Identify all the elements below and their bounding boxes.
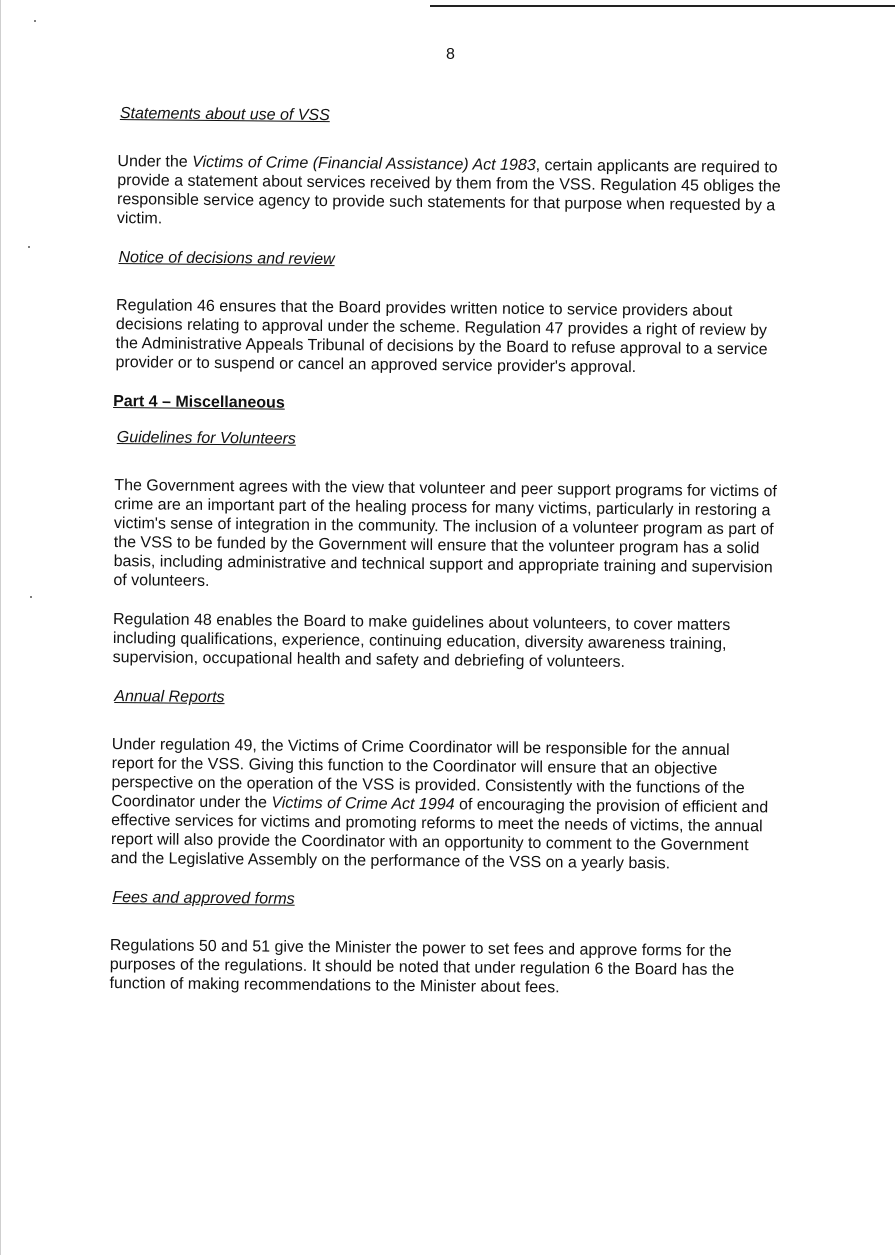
page-number: 8 [446, 46, 455, 63]
paragraph-volunteers-1: The Government agrees with the view that volunteer and peer support programs for victims of crime are an important part of the healing process for many victims, particularly in restoring a victim's sense of integration in the community. The inclusion of a volunteer program as part of the VSS to be funded by the Government will ensure that the volunteer program has a solid basis, including administrative and technical support and appropriate training and supervision of volunteers. [113, 477, 777, 590]
paragraph-statements: Under the Victims of Crime (Financial Assistance) Act 1983, certain applicants are required to provide a statement about services received by them from the VSS. Regulation 45 obliges the responsible service agency to provide such statements for that purpose when requested by a victim. [116, 153, 781, 228]
document-body [105, 104, 782, 1019]
paragraph-annual-reports: Under regulation 49, the Victims of Crime Coordinator will be responsible for the annual report for the VSS. Giving this function to the Coordinator will ensure that an objective perspective on the operation of the VSS is provided. Consistently with the functions of the Coordinator under the Victims of Crime Act 1994 of encouraging the provision of efficient and effective services for victims and promoting reforms to meet the needs of victims, the annual report will also provide the Coordinator with an opportunity to comment to the Government and the Legislative Assembly on the performance of the VSS on a yearly basis. [110, 736, 769, 873]
section-heading-volunteers: Guidelines for Volunteers [116, 429, 296, 448]
section-heading-statements: Statements about use of VSS [119, 105, 330, 125]
section-heading-notice: Notice of decisions and review [118, 249, 335, 269]
section-heading-annual-reports: Annual Reports [114, 688, 225, 707]
part-heading: Part 4 – Miscellaneous [113, 393, 285, 412]
top-edge-rule [430, 5, 895, 7]
paragraph-fees: Regulations 50 and 51 give the Minister the power to set fees and approve forms for the purposes of the regulations. It should be noted that under regulation 6 the Board has the function of making recommendations to the Minister about fees. [109, 937, 735, 997]
act-title: Victims of Crime Act 1994 [271, 794, 455, 814]
left-edge-rule [0, 0, 1, 1255]
paragraph-notice: Regulation 46 ensures that the Board provides written notice to service providers about decisions relating to approval under the scheme. Regulation 47 provides a right of review by the Administrative Appeals Tribunal of decisions by the Board to refuse approval to a service provider or to suspend or cancel an approved service provider's approval. [115, 297, 768, 377]
section-heading-fees: Fees and approved forms [112, 889, 295, 908]
scan-speck [28, 246, 30, 248]
paragraph-volunteers-2: Regulation 48 enables the Board to make guidelines about volunteers, to cover matters including qualifications, experience, continuing education, diversity awareness training, supervision, occupational health and safety and debriefing of volunteers. [112, 611, 731, 671]
act-title: Victims of Crime (Financial Assistance) Act 1983 [192, 153, 536, 175]
scan-speck [30, 596, 32, 598]
scan-speck [34, 20, 36, 22]
